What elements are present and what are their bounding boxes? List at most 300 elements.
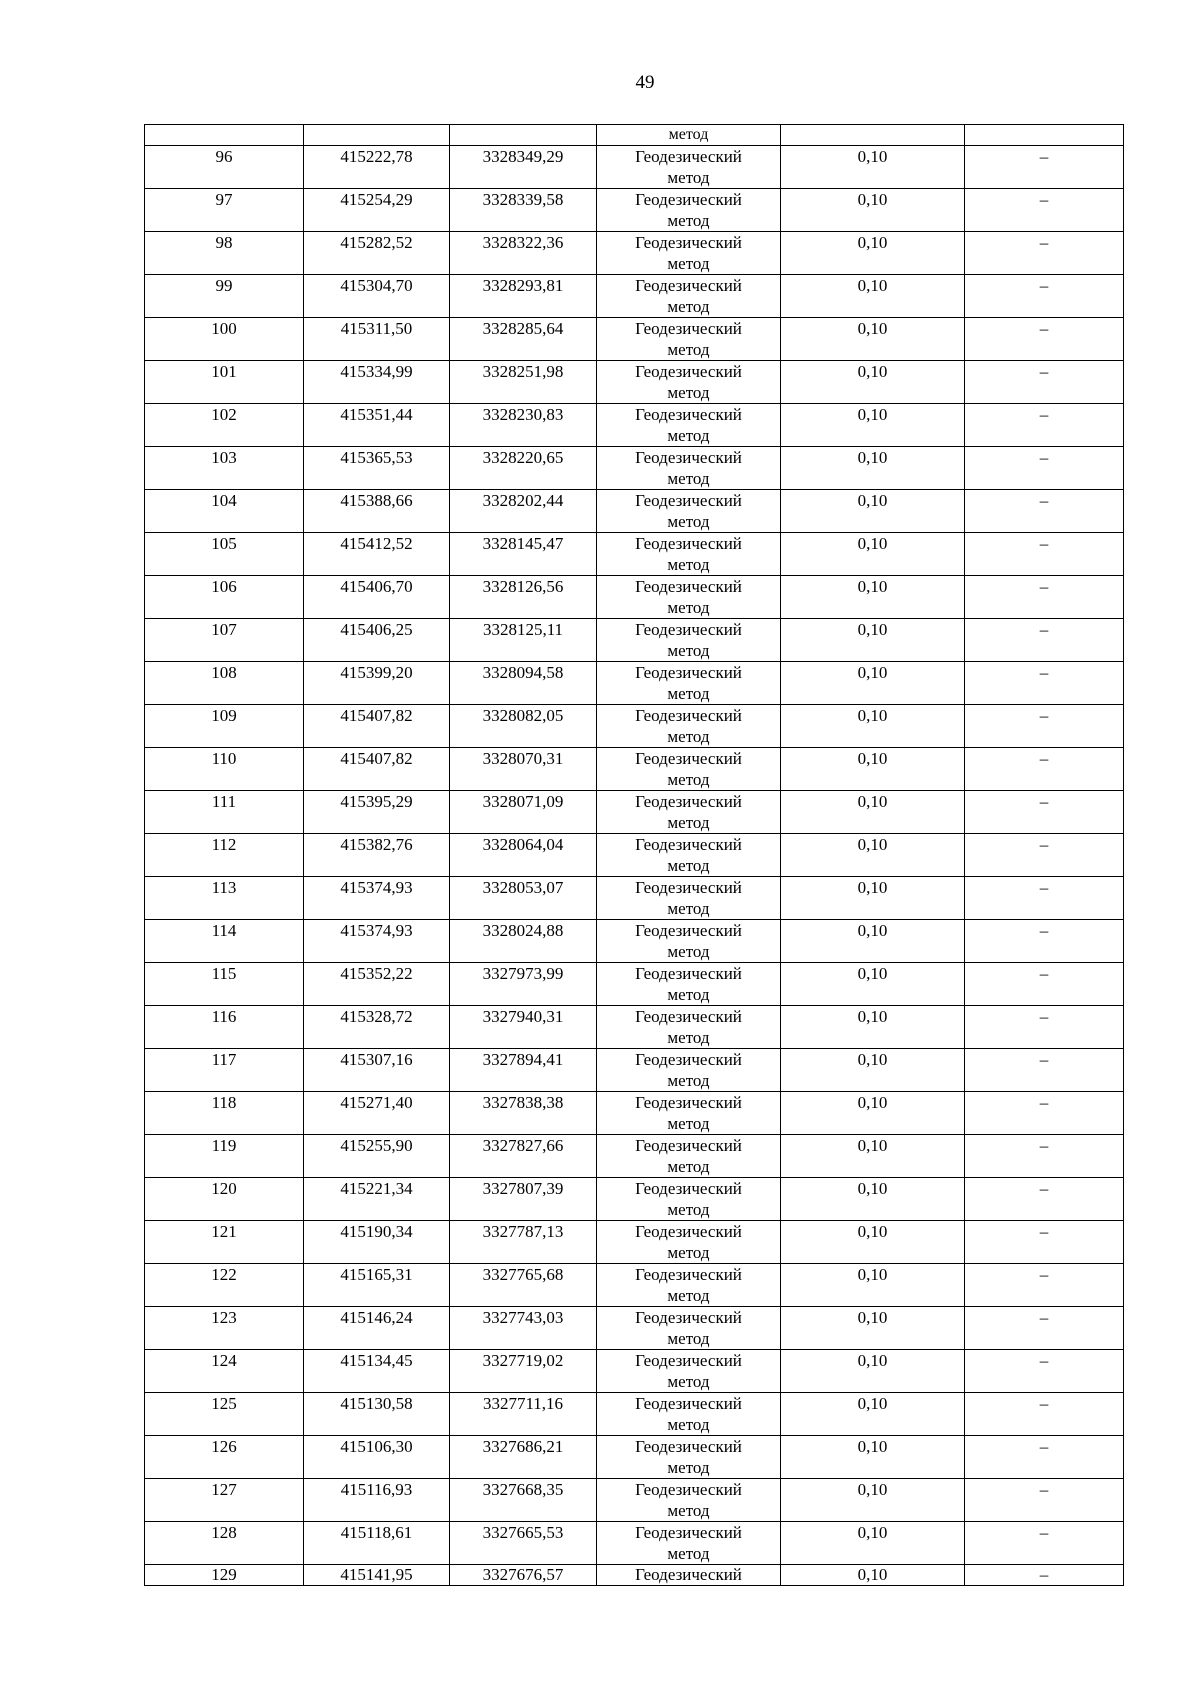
- method-line-2: метод: [667, 1329, 710, 1348]
- cell-number: 100: [145, 318, 304, 361]
- cell-description: –: [965, 791, 1124, 834]
- table-row: [145, 576, 1124, 619]
- cell-y: 3328024,88: [450, 920, 597, 963]
- cell-number: 126: [145, 1436, 304, 1479]
- cell-y: 3328094,58: [450, 662, 597, 705]
- cell-method: [597, 1221, 781, 1264]
- cell-description: –: [965, 1178, 1124, 1221]
- cell-number: 111: [145, 791, 304, 834]
- table-row: [145, 447, 1124, 490]
- cell-description: –: [965, 318, 1124, 361]
- cell-accuracy: 0,10: [781, 1350, 965, 1393]
- cell-description: –: [965, 1135, 1124, 1178]
- cell-method: [597, 877, 781, 920]
- cell-description: –: [965, 146, 1124, 189]
- cell-method: [597, 1006, 781, 1049]
- cell-number: 114: [145, 920, 304, 963]
- cell-number: [145, 125, 304, 146]
- method-line-2: метод: [667, 1501, 710, 1520]
- cell-x: 415395,29: [304, 791, 450, 834]
- table-row: [145, 834, 1124, 877]
- cell-x: 415328,72: [304, 1006, 450, 1049]
- cell-y: 3327743,03: [450, 1307, 597, 1350]
- cell-method: [597, 533, 781, 576]
- cell-number: 117: [145, 1049, 304, 1092]
- cell-method: [597, 361, 781, 404]
- cell-y: 3328220,65: [450, 447, 597, 490]
- cell-description: –: [965, 1307, 1124, 1350]
- cell-accuracy: 0,10: [781, 1565, 965, 1586]
- table-row: [145, 318, 1124, 361]
- cell-y: 3328202,44: [450, 490, 597, 533]
- cell-description: –: [965, 1221, 1124, 1264]
- cell-description: –: [965, 748, 1124, 791]
- table-row: [145, 1436, 1124, 1479]
- table-row: [145, 232, 1124, 275]
- cell-description: –: [965, 1565, 1124, 1586]
- method-line-2: метод: [667, 641, 710, 660]
- method-line-1: Геодезический: [635, 1007, 742, 1026]
- cell-method: [597, 146, 781, 189]
- cell-number: 102: [145, 404, 304, 447]
- method-line-1: Геодезический: [635, 964, 742, 983]
- cell-accuracy: 0,10: [781, 404, 965, 447]
- cell-number: 128: [145, 1522, 304, 1565]
- cell-x: 415304,70: [304, 275, 450, 318]
- cell-method: [597, 920, 781, 963]
- cell-method: [597, 1135, 781, 1178]
- cell-method: [597, 189, 781, 232]
- cell-accuracy: 0,10: [781, 1307, 965, 1350]
- method-line-1: Геодезический: [635, 878, 742, 897]
- method-line-2: метод: [667, 1372, 710, 1391]
- cell-x: 415334,99: [304, 361, 450, 404]
- cell-y: 3327940,31: [450, 1006, 597, 1049]
- cell-accuracy: 0,10: [781, 1221, 965, 1264]
- method-line-1: Геодезический: [635, 362, 742, 381]
- cell-x: 415382,76: [304, 834, 450, 877]
- cell-y: 3327765,68: [450, 1264, 597, 1307]
- cell-y: 3327827,66: [450, 1135, 597, 1178]
- cell-description: –: [965, 275, 1124, 318]
- method-line-1: Геодезический: [635, 319, 742, 338]
- table-row: [145, 1221, 1124, 1264]
- cell-y: 3327807,39: [450, 1178, 597, 1221]
- cell-number: 96: [145, 146, 304, 189]
- cell-number: 107: [145, 619, 304, 662]
- cell-number: 122: [145, 1264, 304, 1307]
- cell-accuracy: 0,10: [781, 877, 965, 920]
- method-line-1: Геодезический: [635, 1437, 742, 1456]
- table-row: [145, 1522, 1124, 1565]
- cell-accuracy: 0,10: [781, 1006, 965, 1049]
- cell-y: 3328293,81: [450, 275, 597, 318]
- table-row: [145, 361, 1124, 404]
- cell-y: 3328126,56: [450, 576, 597, 619]
- cell-number: 97: [145, 189, 304, 232]
- cell-method: [597, 576, 781, 619]
- cell-method: [597, 1436, 781, 1479]
- cell-number: 125: [145, 1393, 304, 1436]
- method-line-2: метод: [667, 1157, 710, 1176]
- table-row: [145, 705, 1124, 748]
- cell-x: 415407,82: [304, 748, 450, 791]
- cell-method: [597, 619, 781, 662]
- cell-method: [597, 1049, 781, 1092]
- cell-description: –: [965, 834, 1124, 877]
- cell-description: –: [965, 963, 1124, 1006]
- cell-y: 3327668,35: [450, 1479, 597, 1522]
- cell-accuracy: 0,10: [781, 447, 965, 490]
- cell-number: 105: [145, 533, 304, 576]
- method-line-2: метод: [667, 1544, 710, 1563]
- method-line-2: метод: [667, 211, 710, 230]
- method-line-2: метод: [667, 383, 710, 402]
- table-row: [145, 533, 1124, 576]
- method-line-1: Геодезический: [635, 233, 742, 252]
- table-row: [145, 1307, 1124, 1350]
- cell-y: 3327711,16: [450, 1393, 597, 1436]
- table-row: [145, 963, 1124, 1006]
- method-line-2: метод: [667, 512, 710, 531]
- method-line-1: Геодезический: [635, 792, 742, 811]
- cell-x: 415412,52: [304, 533, 450, 576]
- cell-y: 3327719,02: [450, 1350, 597, 1393]
- cell-number: 99: [145, 275, 304, 318]
- table-row: [145, 748, 1124, 791]
- table-row: [145, 1264, 1124, 1307]
- cell-method: [597, 1479, 781, 1522]
- cell-x: 415374,93: [304, 920, 450, 963]
- method-line-2: метод: [667, 1243, 710, 1262]
- cell-accuracy: 0,10: [781, 834, 965, 877]
- cell-accuracy: 0,10: [781, 576, 965, 619]
- method-line-1: Геодезический: [635, 1351, 742, 1370]
- method-line-1: Геодезический: [635, 491, 742, 510]
- cell-x: 415255,90: [304, 1135, 450, 1178]
- method-line-2: метод: [667, 1458, 710, 1477]
- cell-y: 3328145,47: [450, 533, 597, 576]
- method-line-1: Геодезический: [635, 835, 742, 854]
- cell-y: 3327973,99: [450, 963, 597, 1006]
- cell-number: 103: [145, 447, 304, 490]
- cell-description: –: [965, 232, 1124, 275]
- cell-number: 129: [145, 1565, 304, 1586]
- cell-x: 415106,30: [304, 1436, 450, 1479]
- table-row: [145, 1135, 1124, 1178]
- cell-y: 3327676,57: [450, 1565, 597, 1586]
- cell-description: –: [965, 189, 1124, 232]
- table-row: [145, 920, 1124, 963]
- cell-y: 3328339,58: [450, 189, 597, 232]
- cell-description: –: [965, 533, 1124, 576]
- method-line-1: Геодезический: [635, 1394, 742, 1413]
- method-line-2: метод: [667, 770, 710, 789]
- cell-x: 415282,52: [304, 232, 450, 275]
- cell-number: 127: [145, 1479, 304, 1522]
- method-line-2: метод: [667, 1286, 710, 1305]
- cell-x: 415406,25: [304, 619, 450, 662]
- cell-method: [597, 834, 781, 877]
- cell-y: 3327665,53: [450, 1522, 597, 1565]
- cell-accuracy: 0,10: [781, 146, 965, 189]
- method-line-1: Геодезический: [635, 1222, 742, 1241]
- table-row: [145, 1049, 1124, 1092]
- cell-method: Геодезический: [597, 1565, 781, 1586]
- cell-description: –: [965, 447, 1124, 490]
- cell-x: 415190,34: [304, 1221, 450, 1264]
- cell-description: –: [965, 920, 1124, 963]
- table-row: [145, 275, 1124, 318]
- cell-number: 104: [145, 490, 304, 533]
- cell-method: [597, 1178, 781, 1221]
- cell-x: 415116,93: [304, 1479, 450, 1522]
- cell-number: 119: [145, 1135, 304, 1178]
- cell-method: [597, 705, 781, 748]
- cell-y: 3328125,11: [450, 619, 597, 662]
- cell-accuracy: 0,10: [781, 275, 965, 318]
- cell-x: 415134,45: [304, 1350, 450, 1393]
- method-line-2: метод: [667, 1200, 710, 1219]
- cell-number: 108: [145, 662, 304, 705]
- method-line-1: Геодезический: [635, 577, 742, 596]
- cell-accuracy: 0,10: [781, 1264, 965, 1307]
- cell-accuracy: 0,10: [781, 1049, 965, 1092]
- method-line-2: метод: [667, 598, 710, 617]
- cell-accuracy: 0,10: [781, 662, 965, 705]
- cell-method: [597, 1092, 781, 1135]
- cell-accuracy: 0,10: [781, 232, 965, 275]
- method-line-1: Геодезический: [635, 276, 742, 295]
- cell-method: [597, 490, 781, 533]
- cell-description: –: [965, 877, 1124, 920]
- cell-method: [597, 1350, 781, 1393]
- method-line-2: метод: [667, 340, 710, 359]
- cell-accuracy: 0,10: [781, 1178, 965, 1221]
- method-line-1: Геодезический: [635, 147, 742, 166]
- cell-description: –: [965, 576, 1124, 619]
- table-row: [145, 189, 1124, 232]
- cell-number: 109: [145, 705, 304, 748]
- cell-description: –: [965, 1350, 1124, 1393]
- cell-x: 415352,22: [304, 963, 450, 1006]
- cell-y: 3328070,31: [450, 748, 597, 791]
- cell-x: 415146,24: [304, 1307, 450, 1350]
- cell-accuracy: 0,10: [781, 748, 965, 791]
- cell-x: 415388,66: [304, 490, 450, 533]
- cell-y: 3328349,29: [450, 146, 597, 189]
- cell-x: 415141,95: [304, 1565, 450, 1586]
- cell-y: 3328071,09: [450, 791, 597, 834]
- cell-method: [597, 662, 781, 705]
- table-row: [145, 490, 1124, 533]
- cell-accuracy: 0,10: [781, 533, 965, 576]
- cell-description: –: [965, 404, 1124, 447]
- cell-number: 110: [145, 748, 304, 791]
- cell-method: [597, 1393, 781, 1436]
- page-number: 49: [635, 72, 655, 93]
- cell-accuracy: 0,10: [781, 1479, 965, 1522]
- cell-method: [597, 1522, 781, 1565]
- cell-method: [597, 318, 781, 361]
- cell-description: –: [965, 1436, 1124, 1479]
- cell-number: 123: [145, 1307, 304, 1350]
- cell-method: [597, 1307, 781, 1350]
- cell-description: –: [965, 705, 1124, 748]
- method-line-1: Геодезический: [635, 1308, 742, 1327]
- cell-number: 124: [145, 1350, 304, 1393]
- cell-x: 415254,29: [304, 189, 450, 232]
- cell-y: 3328251,98: [450, 361, 597, 404]
- cell-y: 3327686,21: [450, 1436, 597, 1479]
- cell-x: 415351,44: [304, 404, 450, 447]
- method-line-1: Геодезический: [635, 405, 742, 424]
- cell-accuracy: 0,10: [781, 920, 965, 963]
- cell-x: 415165,31: [304, 1264, 450, 1307]
- cell-y: 3328230,83: [450, 404, 597, 447]
- table-row: [145, 877, 1124, 920]
- cell-x: 415365,53: [304, 447, 450, 490]
- cell-number: 112: [145, 834, 304, 877]
- cell-method: [597, 1264, 781, 1307]
- cell-accuracy: 0,10: [781, 361, 965, 404]
- method-line-2: метод: [667, 555, 710, 574]
- cell-number: 115: [145, 963, 304, 1006]
- cell-accuracy: 0,10: [781, 963, 965, 1006]
- cell-y: [450, 125, 597, 146]
- cell-method: [597, 963, 781, 1006]
- method-line-1: Геодезический: [635, 1480, 742, 1499]
- method-line-2: метод: [667, 168, 710, 187]
- method-line-1: Геодезический: [635, 534, 742, 553]
- cell-accuracy: 0,10: [781, 705, 965, 748]
- cell-x: 415221,34: [304, 1178, 450, 1221]
- cell-accuracy: [781, 125, 965, 146]
- cell-description: [965, 125, 1124, 146]
- cell-description: –: [965, 490, 1124, 533]
- table-row: [145, 146, 1124, 189]
- cell-y: 3327838,38: [450, 1092, 597, 1135]
- method-line-1: Геодезический: [635, 1050, 742, 1069]
- method-line-2: метод: [667, 297, 710, 316]
- cell-number: 116: [145, 1006, 304, 1049]
- cell-number: 106: [145, 576, 304, 619]
- method-line-2: метод: [667, 813, 710, 832]
- cell-x: 415399,20: [304, 662, 450, 705]
- method-line-2: метод: [667, 1415, 710, 1434]
- cell-number: 118: [145, 1092, 304, 1135]
- cell-y: 3328053,07: [450, 877, 597, 920]
- cell-accuracy: 0,10: [781, 791, 965, 834]
- cell-y: 3327787,13: [450, 1221, 597, 1264]
- cell-accuracy: 0,10: [781, 619, 965, 662]
- method-line-1: Геодезический: [635, 1093, 742, 1112]
- method-line-2: метод: [667, 254, 710, 273]
- table-row: [145, 1393, 1124, 1436]
- cell-x: 415130,58: [304, 1393, 450, 1436]
- method-line-1: Геодезический: [635, 663, 742, 682]
- method-line-2: метод: [667, 856, 710, 875]
- cell-method: [597, 404, 781, 447]
- cell-x: 415311,50: [304, 318, 450, 361]
- method-line-2: метод: [667, 684, 710, 703]
- method-line-2: метод: [667, 1114, 710, 1133]
- method-line-1: Геодезический: [635, 921, 742, 940]
- cell-accuracy: 0,10: [781, 490, 965, 533]
- method-line-2: метод: [667, 1071, 710, 1090]
- method-line-1: Геодезический: [635, 1136, 742, 1155]
- cell-description: –: [965, 1092, 1124, 1135]
- table-row: [145, 1479, 1124, 1522]
- method-line-1: Геодезический: [635, 1265, 742, 1284]
- cell-x: 415307,16: [304, 1049, 450, 1092]
- cell-x: 415374,93: [304, 877, 450, 920]
- method-line-2: метод: [667, 1028, 710, 1047]
- table-row: [145, 1092, 1124, 1135]
- cell-y: 3328322,36: [450, 232, 597, 275]
- cell-accuracy: 0,10: [781, 189, 965, 232]
- table-row: [145, 404, 1124, 447]
- cell-x: 415407,82: [304, 705, 450, 748]
- cell-y: 3328082,05: [450, 705, 597, 748]
- cell-number: 121: [145, 1221, 304, 1264]
- method-line-1: Геодезический: [635, 706, 742, 725]
- cell-accuracy: 0,10: [781, 1092, 965, 1135]
- cell-method: [597, 748, 781, 791]
- cell-method: метод: [597, 125, 781, 146]
- cell-description: –: [965, 1049, 1124, 1092]
- table-row: [145, 1178, 1124, 1221]
- cell-method: [597, 275, 781, 318]
- cell-x: [304, 125, 450, 146]
- table-row: [145, 1350, 1124, 1393]
- table-body: [145, 125, 1124, 1586]
- cell-number: 120: [145, 1178, 304, 1221]
- cell-number: 101: [145, 361, 304, 404]
- method-line-2: метод: [667, 727, 710, 746]
- cell-accuracy: 0,10: [781, 1436, 965, 1479]
- cell-y: 3327894,41: [450, 1049, 597, 1092]
- method-line-1: Геодезический: [635, 448, 742, 467]
- method-line-2: метод: [667, 985, 710, 1004]
- method-line-2: метод: [667, 899, 710, 918]
- table-row-last: [145, 1565, 1124, 1586]
- continuation-row: [145, 125, 1124, 146]
- cell-description: –: [965, 1264, 1124, 1307]
- cell-x: 415118,61: [304, 1522, 450, 1565]
- method-line-1: Геодезический: [635, 1523, 742, 1542]
- cell-method: [597, 447, 781, 490]
- cell-description: –: [965, 1393, 1124, 1436]
- method-line-2: метод: [667, 469, 710, 488]
- cell-number: 98: [145, 232, 304, 275]
- method-line-1: Геодезический: [635, 620, 742, 639]
- method-line-1: Геодезический: [635, 1179, 742, 1198]
- cell-y: 3328064,04: [450, 834, 597, 877]
- method-line-2: метод: [667, 426, 710, 445]
- cell-number: 113: [145, 877, 304, 920]
- table-row: [145, 1006, 1124, 1049]
- cell-description: –: [965, 1479, 1124, 1522]
- cell-accuracy: 0,10: [781, 1393, 965, 1436]
- cell-description: –: [965, 1006, 1124, 1049]
- cell-method: [597, 232, 781, 275]
- cell-y: 3328285,64: [450, 318, 597, 361]
- table-row: [145, 662, 1124, 705]
- cell-description: –: [965, 361, 1124, 404]
- cell-description: –: [965, 1522, 1124, 1565]
- cell-accuracy: 0,10: [781, 1522, 965, 1565]
